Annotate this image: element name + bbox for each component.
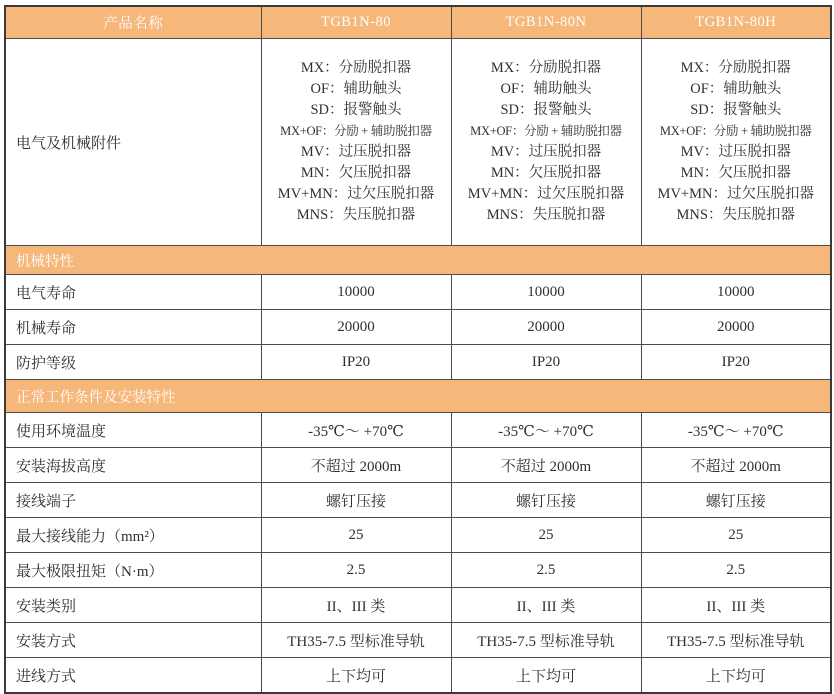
spec-value: II、III 类	[451, 588, 641, 623]
spec-value: 不超过 2000m	[451, 448, 641, 483]
accessory-item: MN：欠压脱扣器	[490, 165, 602, 181]
spec-value: 2.5	[261, 553, 451, 588]
spec-value: 20000	[261, 310, 451, 345]
accessories-list-col3	[641, 39, 831, 246]
spec-row-label: 接线端子	[5, 483, 261, 518]
spec-row-max-torque	[5, 553, 831, 588]
accessory-item: MX+OF：分励 + 辅助脱扣器	[470, 124, 622, 138]
accessories-list-col2	[451, 39, 641, 246]
product-spec-table	[4, 5, 832, 694]
spec-row-label: 电气寿命	[5, 275, 261, 310]
spec-value: 上下均可	[641, 658, 831, 694]
spec-value: TH35-7.5 型标准导轨	[641, 623, 831, 658]
header-model-tgb1n-80n: TGB1N-80N	[451, 6, 641, 39]
spec-row-protection-rating	[5, 345, 831, 380]
spec-row-max-wiring-capacity	[5, 518, 831, 553]
spec-value: 10000	[451, 275, 641, 310]
header-product-name: 产品名称	[5, 6, 261, 39]
accessory-item: MX：分励脱扣器	[300, 60, 412, 76]
spec-value: IP20	[451, 345, 641, 380]
spec-row-label: 防护等级	[5, 345, 261, 380]
accessory-item: MX+OF：分励 + 辅助脱扣器	[280, 124, 432, 138]
accessory-item: MV：过压脱扣器	[300, 144, 412, 160]
spec-row-ambient-temperature	[5, 413, 831, 448]
spec-row-installation-altitude	[5, 448, 831, 483]
spec-value: 10000	[641, 275, 831, 310]
accessory-item: SD：报警触头	[500, 102, 592, 118]
accessory-item: MV+MN：过欠压脱扣器	[657, 186, 814, 202]
spec-value: TH35-7.5 型标准导轨	[451, 623, 641, 658]
accessory-item: MV+MN：过欠压脱扣器	[467, 186, 625, 202]
accessories-list-col1	[261, 39, 451, 246]
spec-row-terminal-type	[5, 483, 831, 518]
section-header-working-conditions	[5, 380, 831, 413]
accessory-item: MN：欠压脱扣器	[300, 165, 412, 181]
spec-value: 25	[451, 518, 641, 553]
header-model-tgb1n-80h: TGB1N-80H	[641, 6, 831, 39]
spec-value: 10000	[261, 275, 451, 310]
spec-value: TH35-7.5 型标准导轨	[261, 623, 451, 658]
spec-value: 螺钉压接	[641, 483, 831, 518]
spec-value: -35℃～ +70℃	[261, 413, 451, 448]
spec-row-label: 进线方式	[5, 658, 261, 694]
spec-row-label: 机械寿命	[5, 310, 261, 345]
section-header-mechanical	[5, 246, 831, 275]
accessory-item: MN：欠压脱扣器	[680, 165, 791, 181]
accessory-item: OF：辅助触头	[690, 81, 782, 97]
spec-value: 2.5	[641, 553, 831, 588]
section-title: 正常工作条件及安装特性	[5, 380, 831, 413]
spec-row-incoming-line-direction	[5, 658, 831, 694]
accessory-item: MV+MN：过欠压脱扣器	[277, 186, 435, 202]
spec-row-label: 最大极限扭矩（N·m）	[5, 553, 261, 588]
accessory-item: MX：分励脱扣器	[490, 60, 602, 76]
header-row	[5, 6, 831, 39]
spec-value: 2.5	[451, 553, 641, 588]
spec-value: 螺钉压接	[261, 483, 451, 518]
spec-row-mechanical-life	[5, 310, 831, 345]
spec-row-label: 安装类别	[5, 588, 261, 623]
accessories-row	[5, 39, 831, 246]
spec-value: 螺钉压接	[451, 483, 641, 518]
spec-value: 不超过 2000m	[261, 448, 451, 483]
spec-row-label: 安装海拔高度	[5, 448, 261, 483]
spec-value: 上下均可	[451, 658, 641, 694]
spec-value: IP20	[261, 345, 451, 380]
accessory-item: MNS：失压脱扣器	[296, 207, 416, 223]
accessory-item: OF：辅助触头	[310, 81, 402, 97]
accessory-item: MX+OF：分励 + 辅助脱扣器	[659, 124, 812, 138]
spec-value: 上下均可	[261, 658, 451, 694]
spec-row-label: 最大接线能力（mm²）	[5, 518, 261, 553]
spec-value: 25	[261, 518, 451, 553]
section-title: 机械特性	[5, 246, 831, 275]
header-model-tgb1n-80: TGB1N-80	[261, 6, 451, 39]
accessory-item: MV：过压脱扣器	[680, 144, 791, 160]
accessory-item: MX：分励脱扣器	[680, 60, 791, 76]
spec-value: 不超过 2000m	[641, 448, 831, 483]
spec-row-installation-category	[5, 588, 831, 623]
accessory-item: MNS：失压脱扣器	[486, 207, 606, 223]
spec-row-electrical-life	[5, 275, 831, 310]
accessories-row-label: 电气及机械附件	[5, 39, 261, 246]
spec-value: IP20	[641, 345, 831, 380]
accessory-item: SD：报警触头	[310, 102, 402, 118]
spec-row-label: 安装方式	[5, 623, 261, 658]
spec-row-label: 使用环境温度	[5, 413, 261, 448]
spec-value: -35℃～ +70℃	[451, 413, 641, 448]
accessory-item: MV：过压脱扣器	[490, 144, 602, 160]
accessory-item: SD：报警触头	[690, 102, 782, 118]
spec-value: 20000	[641, 310, 831, 345]
spec-value: 25	[641, 518, 831, 553]
spec-value: II、III 类	[261, 588, 451, 623]
accessory-item: OF：辅助触头	[500, 81, 592, 97]
spec-row-mounting-method	[5, 623, 831, 658]
spec-value: 20000	[451, 310, 641, 345]
spec-value: -35℃～ +70℃	[641, 413, 831, 448]
accessory-item: MNS：失压脱扣器	[676, 207, 795, 223]
spec-value: II、III 类	[641, 588, 831, 623]
